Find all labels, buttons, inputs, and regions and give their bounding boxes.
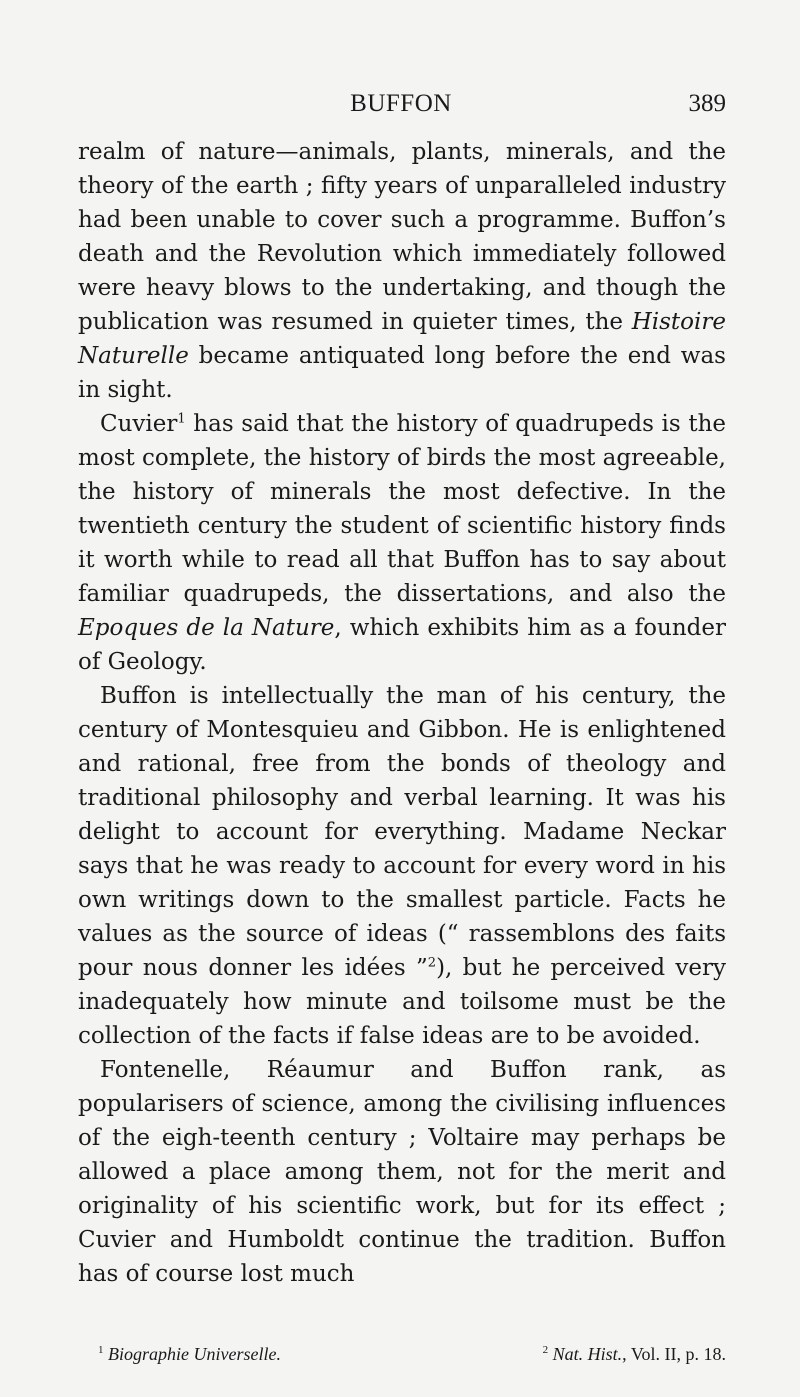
text-run: realm of nature—animals, plants, minerals, and the theory of the earth ; fifty years of unparalleled industry had been unable to cover such a programme. Buffon’s death and the Revolution which immediately followed were heavy blows to the undertaking, and though the publication was resumed in quieter times, the — [78, 139, 726, 335]
footnote-ref: 1 — [177, 411, 186, 427]
text-run: , which exhibits him as a founder of Geology. — [78, 615, 726, 675]
page-number: 389 — [688, 90, 726, 117]
page-header — [76, 90, 726, 122]
running-head: BUFFON — [350, 90, 452, 117]
footnotes — [98, 1344, 726, 1365]
footnote-2-mark: 2 — [542, 1344, 549, 1356]
footnote-1-text: Biographie Universelle. — [108, 1344, 281, 1364]
italic-title: Epoques de la Nature — [78, 615, 335, 641]
text-run: Buffon is intellectually the man of his century, the century of Montesquieu and Gibbon. He is enlightened and rational, free from the bonds of theology and traditional philosophy and verbal learning. It was his delight to account for everything. Madame Neckar says that he was ready to account for every word in his own writings down to the smallest particle. Facts he values as the source of ideas (“ rassemblons des faits pour nous donner les idées ” — [78, 683, 726, 981]
paragraph-1 — [78, 135, 726, 407]
text-run: ), but he perceived very inadequately how minute and toilsome must be the collection of the facts if false ideas are to be avoided. — [78, 955, 726, 1049]
text-run: Fontenelle, Réaumur and Buffon rank, as popularisers of science, among the civilising influences of the eigh-teenth century ; Voltaire may perhaps be allowed a place among them, not for the merit and originality of his scientific work, but for its effect ; Cuvier and Humboldt continue the tradition. Buffon has of course lost much — [78, 1057, 726, 1287]
footnote-2 — [543, 1344, 726, 1365]
text-run: has said that the history of quadrupeds is the most complete, the history of birds the most agreeable, the history of minerals the most defective. In the twentieth century the student of scientific history finds it worth while to read all that Buffon has to say about familiar quadrupeds, the dissertations, and also the — [78, 411, 726, 607]
footnote-2-rest: , Vol. II, p. 18. — [622, 1344, 726, 1364]
body-text — [78, 135, 726, 1291]
italic-title: Histoire Naturelle — [78, 309, 726, 369]
text-run: became antiquated long before the end was in sight. — [78, 343, 726, 403]
paragraph-2 — [78, 407, 726, 679]
footnote-ref: 2 — [427, 955, 437, 971]
paragraph-4 — [78, 1053, 726, 1291]
text-run: Cuvier — [100, 411, 178, 437]
footnote-1 — [98, 1344, 281, 1365]
footnote-1-mark: 1 — [98, 1344, 104, 1356]
footnote-2-title: Nat. Hist. — [552, 1344, 623, 1364]
paragraph-3 — [78, 679, 726, 1053]
